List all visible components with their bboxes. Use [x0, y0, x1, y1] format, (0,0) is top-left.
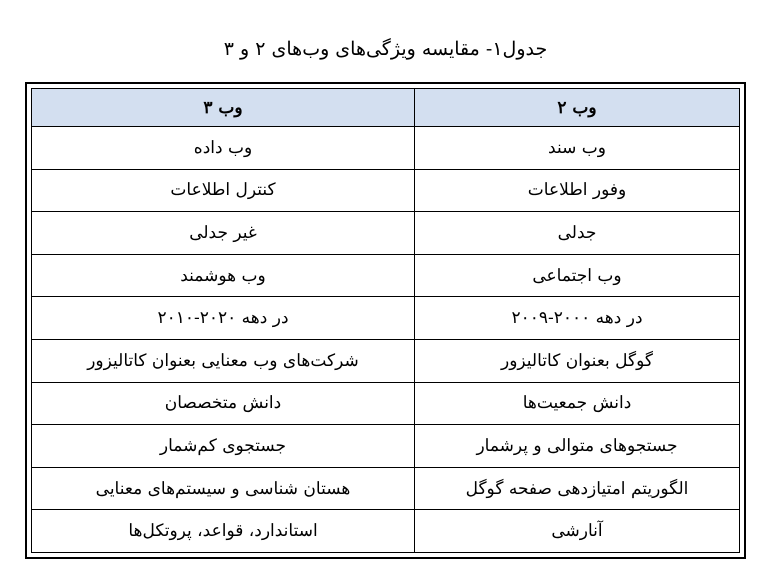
cell-web2: آنارشی [415, 510, 740, 553]
cell-web2: جدلی [415, 212, 740, 255]
header-web3: وب ۳ [32, 89, 415, 127]
cell-web2: وفور اطلاعات [415, 169, 740, 212]
table-row [32, 127, 740, 170]
table-row [32, 339, 740, 382]
cell-web2: در دهه ۲۰۰۰-۲۰۰۹ [415, 297, 740, 340]
cell-web3: شرکت‌های وب معنایی بعنوان کاتالیزور [32, 339, 415, 382]
cell-web3: دانش متخصصان [32, 382, 415, 425]
cell-web3: جستجوی کم‌شمار [32, 425, 415, 468]
cell-web3: استاندارد، قواعد، پروتکل‌ها [32, 510, 415, 553]
cell-web3: در دهه ۲۰۲۰-۲۰۱۰ [32, 297, 415, 340]
cell-web3: کنترل اطلاعات [32, 169, 415, 212]
table-row [32, 254, 740, 297]
cell-web3: وب داده [32, 127, 415, 170]
cell-web2: وب اجتماعی [415, 254, 740, 297]
cell-web3: وب هوشمند [32, 254, 415, 297]
comparison-table-frame [25, 82, 746, 559]
table-row [32, 169, 740, 212]
table-row [32, 382, 740, 425]
header-web2: وب ۲ [415, 89, 740, 127]
cell-web2: وب سند [415, 127, 740, 170]
header-row [32, 89, 740, 127]
cell-web2: دانش جمعیت‌ها [415, 382, 740, 425]
table-row [32, 510, 740, 553]
table-row [32, 212, 740, 255]
cell-web2: جستجوهای متوالی و پرشمار [415, 425, 740, 468]
comparison-table [31, 88, 740, 553]
cell-web3: غیر جدلی [32, 212, 415, 255]
table-caption: جدول۱- مقایسه ویژگی‌های وب‌های ۲ و ۳ [223, 38, 548, 60]
cell-web2: گوگل بعنوان کاتالیزور [415, 339, 740, 382]
cell-web3: هستان شناسی و سیستم‌های معنایی [32, 467, 415, 510]
table-row [32, 297, 740, 340]
table-row [32, 467, 740, 510]
cell-web2: الگوریتم امتیازدهی صفحه گوگل [415, 467, 740, 510]
table-row [32, 425, 740, 468]
